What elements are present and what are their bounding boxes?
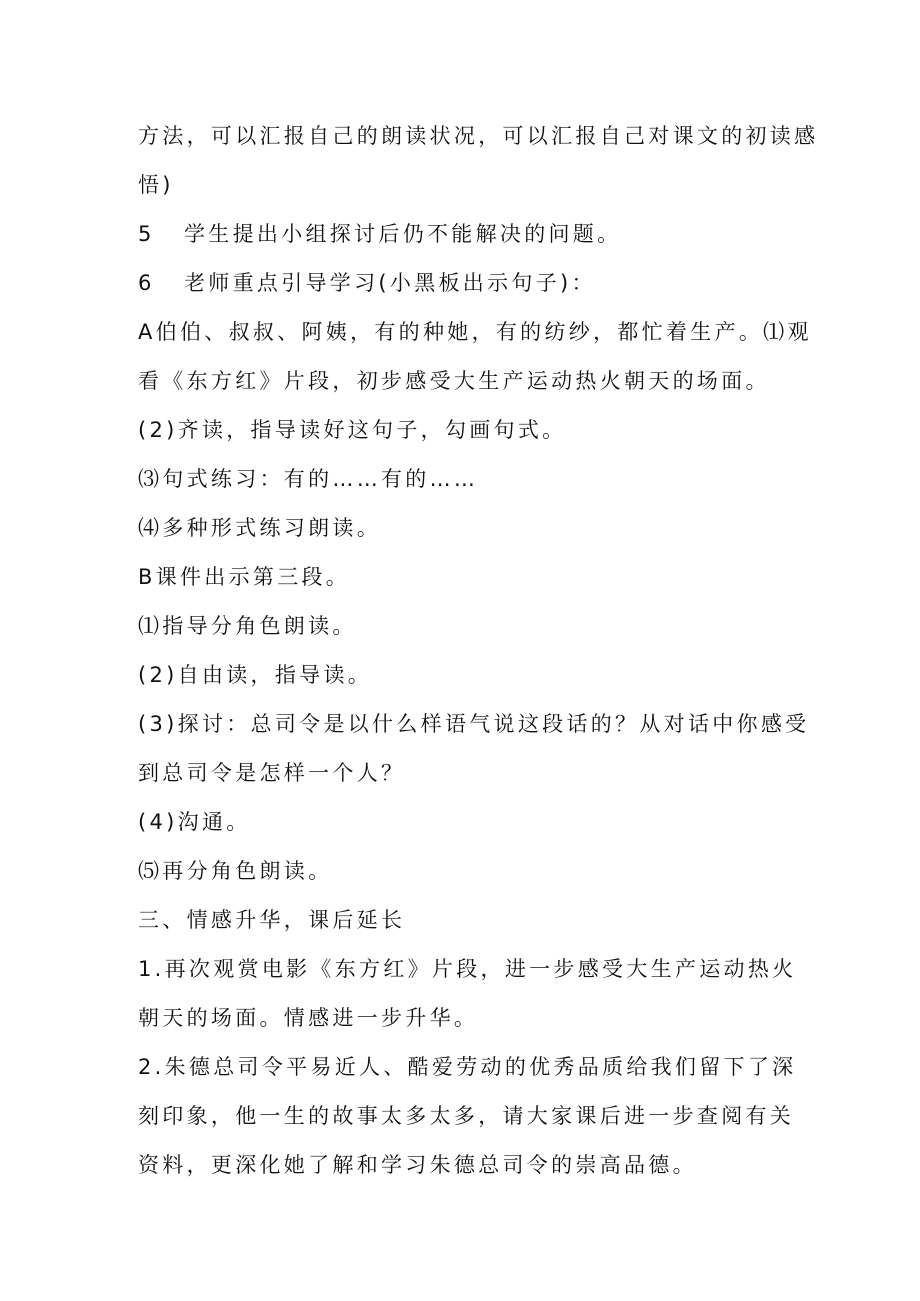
paragraph-line: ⑷多种形式练习朗读。 [138, 516, 381, 540]
paragraph-line: B课件出示第三段。 [138, 565, 351, 589]
paragraph-line: 悟) [138, 173, 174, 197]
document-body [138, 112, 819, 1190]
paragraph-line: A伯伯、叔叔、阿姨，有的种她，有的纺纱，都忙着生产。⑴观 [138, 320, 812, 344]
paragraph-line: (3)探讨：总司令是以什么样语气说这段话的？从对话中你感受 [138, 712, 810, 736]
list-item-text: 学生提出小组探讨后仍不能解决的问题。 [184, 222, 622, 246]
paragraph-line: 刻印象，他一生的故事太多太多，请大家课后进一步查阅有关 [138, 1104, 795, 1128]
paragraph-line: 到总司令是怎样一个人？ [138, 761, 406, 785]
list-item-6 [138, 259, 788, 308]
paragraph-line: 朝天的场面。情感进一步升华。 [138, 1006, 479, 1030]
paragraph-line: 2.朱德总司令平易近人、酷爱劳动的优秀品质给我们留下了深 [138, 1055, 797, 1079]
list-number: 6 [138, 271, 155, 295]
paragraph-line: (2)自由读，指导读。 [138, 663, 373, 687]
list-item-5 [138, 210, 788, 259]
paragraph-line: (2)齐读，指导读好这句子，勾画句式。 [138, 418, 567, 442]
paragraph-line: 方法，可以汇报自己的朗读状况，可以汇报自己对课文的初读感 [138, 124, 819, 148]
paragraph-line: ⑸再分角色朗读。 [138, 859, 333, 883]
paragraph-line: ⑶句式练习：有的……有的…… [138, 467, 479, 491]
paragraph-line: (4)沟通。 [138, 810, 251, 834]
section-heading: 三、情感升华，课后延长 [138, 908, 406, 932]
paragraph-line: 1.再次观赏电影《东方红》片段，进一步感受大生产运动热火 [138, 957, 797, 981]
list-item-text: 老师重点引导学习(小黑板出示句子)： [184, 271, 596, 295]
paragraph-line: 看《东方红》片段，初步感受大生产运动热火朝天的场面。 [138, 369, 770, 393]
paragraph-line: ⑴指导分角色朗读。 [138, 614, 357, 638]
list-number: 5 [138, 222, 155, 246]
paragraph-line: 资料，更深化她了解和学习朱德总司令的崇高品德。 [138, 1153, 697, 1177]
